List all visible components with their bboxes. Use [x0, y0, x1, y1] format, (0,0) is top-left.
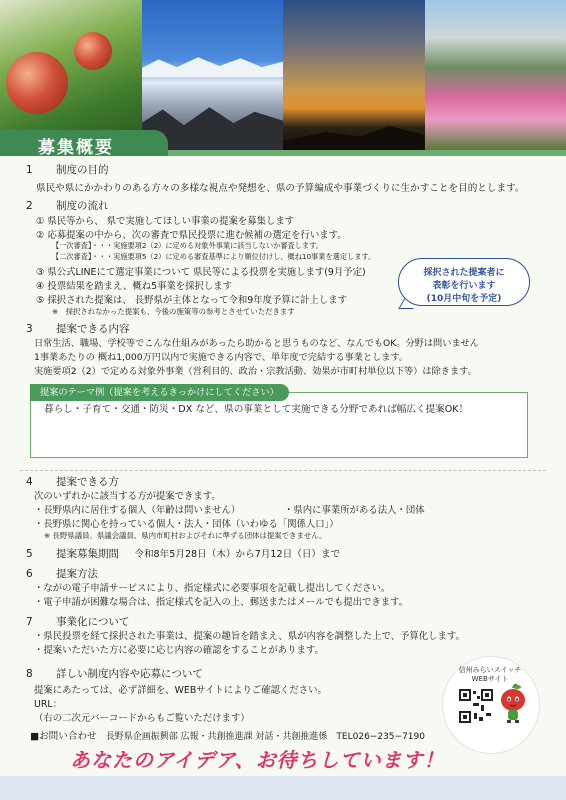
qr-label-line-1: 信州みらいスイッチ [458, 666, 522, 674]
section-5-number: 5 [26, 548, 33, 560]
divider [20, 470, 546, 471]
flow-step-1-text: 県民等から、 県で実施してほしい事業の提案を募集します [47, 216, 295, 227]
contact [30, 728, 425, 742]
section-1-number: 1 [26, 164, 33, 176]
flow-step-3-text: 県公式LINEにて選定事業について 県民等による投票を実施します(9月予定) [47, 267, 366, 278]
flow-step-5-text: 採択された提案は、 長野県が主体となって令和9年度予算に計上します [47, 295, 347, 306]
apple-mascot-icon [498, 684, 528, 724]
title-banner [0, 130, 168, 156]
section-8-title: 詳しい制度内容や応募について [56, 668, 203, 680]
section-1-body: 県民や県にかかわりのある方々の多様な視点や発想を、県の予算編成や事業づくりに生かすことを目的とします。 [36, 183, 525, 194]
section-7-line-2: ・提案いただいた方に必要に応じ内容の確認をすることがあります。 [34, 645, 324, 656]
section-4-heading [26, 474, 119, 489]
section-3-line-1: 日常生活、職場、学校等でこんな仕組みがあったら助かると思うものなど、なんでもOK。分野は問いません [34, 338, 479, 349]
section-7-number: 7 [26, 616, 33, 628]
theme-label: 提案のテーマ例（提案を考えるきっかけにしてください） [30, 384, 289, 401]
section-2-heading [26, 198, 109, 213]
eligibility-related: ・長野県に関心を持っている個人・法人・団体（いわゆる「関係人口」） [34, 519, 339, 530]
section-5-period: 令和8年5月28日（木）から7月12日（日）まで [134, 549, 341, 560]
section-1-heading [26, 162, 109, 177]
award-line-1: 採択された提案者に [423, 268, 505, 278]
flow-step-3 [36, 264, 366, 278]
section-4-number: 4 [26, 476, 33, 488]
flow-step-4-mark: ④ [36, 281, 45, 292]
section-3-title: 提案できる内容 [56, 323, 130, 335]
award-bubble [398, 258, 530, 306]
section-6-line-2: ・電子申請が困難な場合は、指定様式を記入の上、郵送またはメールでも提出できます。 [34, 597, 409, 608]
flow-step-5 [36, 292, 347, 306]
review-first: 【一次審査】・・・実施要項2（2）に定める対象外事業に該当しないか審査します。 [52, 241, 323, 250]
section-6-heading [26, 566, 98, 581]
section-7-line-1: ・県民投票を経て採択された事業は、提案の趣旨を踏まえ、県が内容を調整した上で、予算化します。 [34, 631, 465, 642]
section-6-title: 提案方法 [56, 568, 99, 580]
section-8-line-2: （右の二次元バーコードからもご覧いただけます） [34, 713, 250, 724]
contact-text: 長野県企画振興部 広報・共創推進課 対話・共創推進係 TEL026−235−7190 [105, 732, 425, 742]
header-photos [0, 0, 566, 150]
flow-step-3-mark: ③ [36, 267, 45, 278]
section-8-heading [26, 666, 203, 681]
section-4-intro: 次のいずれかに該当する方が提案できます。 [34, 491, 221, 502]
qr-code[interactable] [459, 689, 493, 723]
eligibility-note: ※ 長野県議員、県議会議員、県内市町村およびそれに準ずる団体は提案できません。 [44, 531, 327, 540]
section-8-number: 8 [26, 668, 33, 680]
contact-label: ■お問い合わせ [30, 731, 97, 742]
section-1-title: 制度の目的 [56, 164, 109, 176]
section-2-number: 2 [26, 200, 33, 212]
section-3-heading [26, 321, 130, 336]
section-3-line-3: 実施要項2（2）で定める対象外事業（営利目的、政治・宗教活動、効果が市町村単位以下等）は除きます。 [34, 366, 477, 377]
section-3-line-2: 1事業あたりの 概ね1,000万円以内で実施できる内容で、単年度で完結する事業とします。 [34, 352, 409, 363]
qr-label-line-2: WEBサイト [471, 675, 509, 683]
section-5-heading [26, 546, 340, 561]
apple-photo [0, 0, 142, 150]
theme-text: 暮らし・子育て・交通・防災・DX など、県の事業として実施できる分野であれば幅広く提案OK！ [44, 404, 469, 415]
section-8-line-1: 提案にあたっては、必ず詳細を、WEBサイトによりご確認ください。 [34, 685, 327, 696]
section-7-heading [26, 614, 129, 629]
section-6-number: 6 [26, 568, 33, 580]
eligibility-resident: ・長野県内に居住する個人（年齢は問いません） [34, 505, 241, 516]
flow-step-4 [36, 278, 232, 292]
footer-band [0, 776, 566, 800]
closing-message: あなたのアイデア、お待ちしています！ [70, 748, 445, 772]
eligibility-corporation: ・県内に事業所がある法人・団体 [284, 505, 425, 516]
section-6-line-1: ・ながの電子申請サービスにより、指定様式に必要事項を記載し提出してください。 [34, 583, 391, 594]
review-second: 【二次審査】・・・実施要項5（2）に定める審査基準により順位付けし、概ね10事業を選定します。 [52, 252, 376, 261]
sunset-photo [283, 0, 425, 150]
section-2-title: 制度の流れ [56, 200, 109, 212]
page-title: 募集概要 [38, 138, 114, 158]
flow-note: ※ 採択されなかった提案も、今後の施策等の参考とさせていただきます [52, 307, 295, 316]
flow-step-5-mark: ⑤ [36, 295, 45, 306]
flow-step-4-text: 投票結果を踏まえ、概ね5事業を採択します [47, 281, 233, 292]
blossom-photo [425, 0, 566, 150]
flow-step-2-mark: ② [36, 230, 45, 241]
qr-label [452, 666, 528, 684]
url-label: URL： [34, 699, 62, 710]
section-7-title: 事業化について [56, 616, 130, 628]
section-3-number: 3 [26, 323, 33, 335]
award-line-3: (10月中旬を予定) [426, 294, 502, 304]
section-4-title: 提案できる方 [56, 476, 120, 488]
mountain-photo [142, 0, 284, 150]
flow-step-1-mark: ① [36, 216, 45, 227]
flow-step-2-text: 応募提案の中から、次の審査で県民投票に進む候補の選定を行います。 [47, 230, 347, 241]
flow-step-1 [36, 213, 294, 227]
section-5-title: 提案募集期間 [56, 548, 120, 560]
flow-step-2 [36, 227, 347, 241]
award-line-2: 表彰を行います [432, 281, 496, 291]
